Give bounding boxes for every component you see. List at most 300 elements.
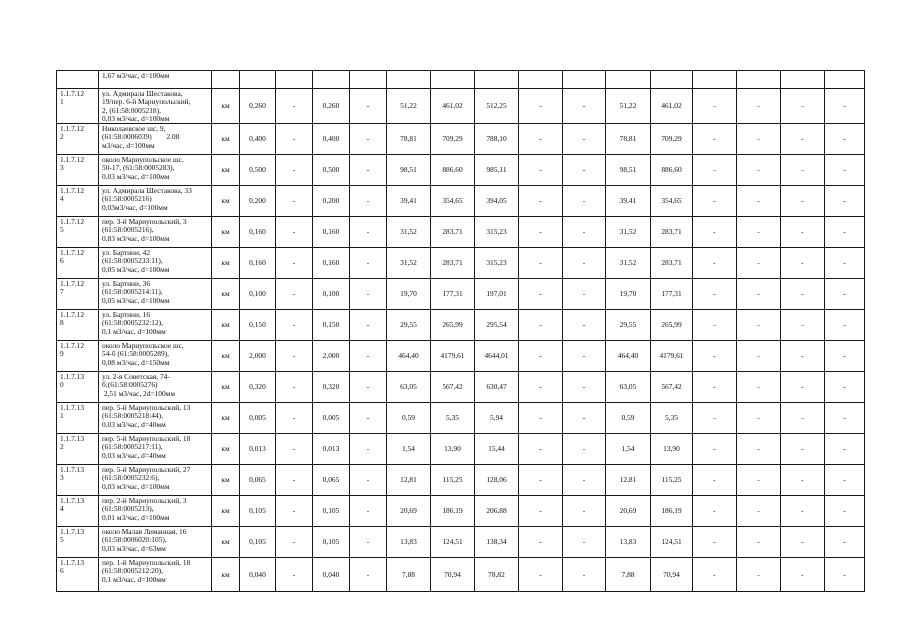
cell-value: 186,19 [651, 496, 693, 527]
cell-value: - [825, 217, 865, 248]
cell-value: - [563, 124, 606, 155]
cell-value: 0,160 [240, 217, 276, 248]
cell-value: - [693, 248, 737, 279]
cell-value: 39,41 [387, 186, 431, 217]
cell-value: - [737, 155, 781, 186]
cell-value: 5,35 [651, 403, 693, 434]
cell-value: - [737, 217, 781, 248]
cell-value: - [737, 341, 781, 372]
cell-value: - [276, 279, 313, 310]
table-row [57, 558, 865, 592]
cell-value: - [825, 248, 865, 279]
cell-description: пер. 3-й Мариупольский, 3 (61:58:0005216), 0,83 м3/час, d=100мм [99, 217, 212, 248]
cell-value: - [781, 434, 825, 465]
cell-value: 177,31 [651, 279, 693, 310]
cell-value: 7,88 [606, 558, 651, 592]
cell-value: 0,200 [240, 186, 276, 217]
cell-index: 1.1.7.12 1 [57, 89, 99, 124]
cell-value: - [519, 372, 563, 403]
cell-value: - [563, 217, 606, 248]
cell-value: - [519, 310, 563, 341]
cell-value: 5,94 [475, 403, 519, 434]
cell-value: 0,040 [240, 558, 276, 592]
cell-value: - [781, 496, 825, 527]
cell-value: - [563, 186, 606, 217]
cell-value: - [693, 89, 737, 124]
cell-value: - [693, 124, 737, 155]
cell-value: 0,005 [313, 403, 350, 434]
cell-value: - [276, 527, 313, 558]
cell-value: 0,105 [313, 527, 350, 558]
cell-index [57, 71, 99, 89]
cell-description: пер. 5-й Мариупольский, 18 (61:58:0005217:11), 0,03 м3/час, d=40мм [99, 434, 212, 465]
cell-value: - [350, 186, 387, 217]
cell-value: - [519, 89, 563, 124]
table-row [57, 279, 865, 310]
table-row [57, 124, 865, 155]
cell-value: - [737, 279, 781, 310]
cell-value: 0,160 [313, 248, 350, 279]
cell-value: - [519, 558, 563, 592]
cell-value: 0,200 [313, 186, 350, 217]
cell-value: 20,69 [606, 496, 651, 527]
cell-value: - [276, 310, 313, 341]
cell-value: 78,81 [387, 124, 431, 155]
cell-value: - [737, 527, 781, 558]
cell-value: 70,94 [651, 558, 693, 592]
cell-value: - [519, 248, 563, 279]
cell-value: 0,105 [240, 496, 276, 527]
cell-value: - [781, 558, 825, 592]
cell-index: 1.1.7.12 6 [57, 248, 99, 279]
cell-unit: км [212, 372, 240, 403]
cell-description: пер. 2-й Мариупольский, 3 (61:58:0005213), 0,01 м3/час, d=100мм [99, 496, 212, 527]
cell-value: - [350, 434, 387, 465]
cell-description: около Малая Лиманная, 16 (61:58:0006020:105), 0,03 м3/час, d=63мм [99, 527, 212, 558]
cell-value: 15,44 [475, 434, 519, 465]
cell-value: - [276, 124, 313, 155]
cell-value: 98,51 [606, 155, 651, 186]
cell-index: 1.1.7.13 5 [57, 527, 99, 558]
cell-value: 461,02 [431, 89, 475, 124]
cell-value: 31,52 [606, 248, 651, 279]
cell-value: 12,81 [606, 465, 651, 496]
table-row [57, 372, 865, 403]
cell-value: - [563, 155, 606, 186]
cell-value: - [350, 372, 387, 403]
cell-value: 630,47 [475, 372, 519, 403]
table-body [57, 71, 865, 592]
cell-value: - [350, 465, 387, 496]
cell-value: - [276, 186, 313, 217]
cell-value: - [825, 341, 865, 372]
cell-value: - [825, 403, 865, 434]
cell-value: 265,99 [651, 310, 693, 341]
cell-value: 0,013 [240, 434, 276, 465]
cell-value: - [825, 527, 865, 558]
cell-description: пер. 5-й Мариупольский, 13 (61:58:0005218:44), 0,03 м3/час, d=40мм [99, 403, 212, 434]
cell-value: 78,82 [475, 558, 519, 592]
cell-description: ул. Бартини, 16 (61:58:0005232:12), 0,1 м3/час, d=100мм [99, 310, 212, 341]
cell-value: 0,150 [313, 310, 350, 341]
cell-value: 0,100 [240, 279, 276, 310]
cell-index: 1.1.7.13 1 [57, 403, 99, 434]
cell-value: - [276, 217, 313, 248]
cell-description: около Мариупольское шс, 50-17, (61:58:0005283), 0,03 м3/час, d=100мм [99, 155, 212, 186]
table-row [57, 465, 865, 496]
cell-value: 985,11 [475, 155, 519, 186]
cell-value: 0,400 [313, 124, 350, 155]
cell-value: 0,59 [606, 403, 651, 434]
cell-value: 354,65 [651, 186, 693, 217]
cell-value: 0,500 [313, 155, 350, 186]
cell-value: - [781, 186, 825, 217]
cell-value: - [781, 279, 825, 310]
cell-unit: км [212, 403, 240, 434]
cell-index: 1.1.7.12 9 [57, 341, 99, 372]
cell-description: пер. 5-й Мариупольский, 27 (61:58:0005232:6), 0,03 м3/час, d=100мм [99, 465, 212, 496]
cell-value: 51,22 [387, 89, 431, 124]
cell-value: 4644,01 [475, 341, 519, 372]
cell-value: 315,23 [475, 248, 519, 279]
cell-value: - [781, 89, 825, 124]
cell-value: - [563, 310, 606, 341]
cell-value: 567,42 [431, 372, 475, 403]
cell-value: - [693, 217, 737, 248]
table-row [57, 496, 865, 527]
cell-description: около Мариупольское шс, 54-б (61:58:0005289), 0,08 м3/час, d=150мм [99, 341, 212, 372]
cell-value: - [350, 341, 387, 372]
cell-value: - [693, 155, 737, 186]
cell-value: 51,22 [606, 89, 651, 124]
cell-value: - [563, 527, 606, 558]
cell-value: 78,81 [606, 124, 651, 155]
cell-value: 0,013 [313, 434, 350, 465]
cell-value: - [276, 496, 313, 527]
cell-value: - [563, 496, 606, 527]
table-row [57, 217, 865, 248]
table-row [57, 155, 865, 186]
cell-value: - [737, 434, 781, 465]
table-row [57, 186, 865, 217]
cell-value: - [350, 279, 387, 310]
cell-value: 886,60 [651, 155, 693, 186]
cell-value: - [737, 89, 781, 124]
cell-value: 567,42 [651, 372, 693, 403]
table-row-continued [57, 71, 865, 89]
cell-value: - [781, 341, 825, 372]
cell-value: - [563, 558, 606, 592]
document-page [56, 70, 864, 592]
cell-value: 98,51 [387, 155, 431, 186]
cell-value: - [693, 403, 737, 434]
cell-value: - [693, 496, 737, 527]
cell-value: - [825, 372, 865, 403]
cell-value: 0,100 [313, 279, 350, 310]
cell-value: 315,23 [475, 217, 519, 248]
cell-unit: км [212, 89, 240, 124]
cell-value: 0,005 [240, 403, 276, 434]
cell-value: 709,29 [651, 124, 693, 155]
cell-value: - [737, 558, 781, 592]
cell-value: - [693, 434, 737, 465]
cell-index: 1.1.7.13 2 [57, 434, 99, 465]
cell-value: - [563, 403, 606, 434]
cell-value: - [519, 403, 563, 434]
cell-value: 2,000 [313, 341, 350, 372]
cell-value: - [350, 124, 387, 155]
cell-value: 283,71 [431, 217, 475, 248]
cell-value: 31,52 [606, 217, 651, 248]
cell-value: 0,040 [313, 558, 350, 592]
cell-value: 0,500 [240, 155, 276, 186]
cell-value: 13,90 [431, 434, 475, 465]
cell-value: 265,99 [431, 310, 475, 341]
cell-unit: км [212, 558, 240, 592]
cell-value: - [781, 124, 825, 155]
cell-value: 354,65 [431, 186, 475, 217]
cell-value: - [737, 186, 781, 217]
cell-value: 0,065 [240, 465, 276, 496]
cell-value: 13,83 [387, 527, 431, 558]
cell-index: 1.1.7.12 2 [57, 124, 99, 155]
cell-value: 115,25 [431, 465, 475, 496]
cell-value: - [276, 341, 313, 372]
cell-description: ул. Бартини, 42 (61:58:0005233:11), 0,05 м3/час, d=100мм [99, 248, 212, 279]
cell-value: 0,105 [313, 496, 350, 527]
cell-value: - [825, 558, 865, 592]
cell-value: - [563, 279, 606, 310]
cell-value: 283,71 [651, 248, 693, 279]
cell-value: 63,05 [606, 372, 651, 403]
cell-value: 186,19 [431, 496, 475, 527]
cell-index: 1.1.7.13 4 [57, 496, 99, 527]
cell-value: 124,51 [431, 527, 475, 558]
cell-value: - [563, 248, 606, 279]
cell-index: 1.1.7.13 6 [57, 558, 99, 592]
table-row [57, 89, 865, 124]
cell-unit: км [212, 124, 240, 155]
cell-value: - [781, 372, 825, 403]
table-row [57, 403, 865, 434]
cell-description: ул. 2-я Советская, 74- б;(61:58:0005276) 2,51 м3/час, 2d=100мм [99, 372, 212, 403]
cell-value: - [350, 155, 387, 186]
cell-value: - [519, 186, 563, 217]
cell-unit: км [212, 434, 240, 465]
cell-value: 0,260 [240, 89, 276, 124]
cell-description: 1,67 м3/час, d=100мм [99, 71, 212, 89]
cell-value: - [350, 496, 387, 527]
cell-value: - [825, 279, 865, 310]
cell-value: - [276, 403, 313, 434]
cell-value: 5,35 [431, 403, 475, 434]
cell-unit: км [212, 217, 240, 248]
cell-value: 1,54 [606, 434, 651, 465]
cell-value: - [563, 341, 606, 372]
cell-value: 295,54 [475, 310, 519, 341]
cell-value: - [693, 310, 737, 341]
cell-value: - [781, 155, 825, 186]
cell-value: - [693, 558, 737, 592]
cell-value: 29,55 [387, 310, 431, 341]
cell-index: 1.1.7.12 8 [57, 310, 99, 341]
cell-value: 177,31 [431, 279, 475, 310]
cell-value: - [563, 434, 606, 465]
cell-value: 464,40 [606, 341, 651, 372]
cell-value: - [781, 527, 825, 558]
cost-table [56, 70, 865, 592]
cell-unit: км [212, 248, 240, 279]
cell-value: 788,10 [475, 124, 519, 155]
table-row [57, 310, 865, 341]
cell-value: - [519, 124, 563, 155]
cell-value: - [276, 372, 313, 403]
cell-value: 124,51 [651, 527, 693, 558]
cell-value: - [781, 465, 825, 496]
cell-value: 461,02 [651, 89, 693, 124]
cell-index: 1.1.7.12 4 [57, 186, 99, 217]
cell-value: - [276, 465, 313, 496]
cell-value: - [693, 527, 737, 558]
cell-unit: км [212, 310, 240, 341]
cell-unit: км [212, 527, 240, 558]
cell-unit: км [212, 186, 240, 217]
cell-description: ул. Адмирала Шестакова, 19/пер. 6-й Мариупольский, 2, (61:58:0005218), 0,03 м3/час, d=100мм [99, 89, 212, 124]
cell-value: - [519, 217, 563, 248]
cell-value: - [350, 527, 387, 558]
cell-value: - [737, 465, 781, 496]
cell-value: - [276, 155, 313, 186]
cell-value: - [737, 310, 781, 341]
cell-value: - [693, 279, 737, 310]
cell-value: - [563, 372, 606, 403]
cell-value: - [350, 558, 387, 592]
cell-value: - [519, 496, 563, 527]
cell-value: - [276, 434, 313, 465]
cell-unit: км [212, 279, 240, 310]
cell-value: - [825, 186, 865, 217]
cell-value: - [781, 310, 825, 341]
cell-description: ул. Адмирала Шестакова, 33 (61:58:0005216) 0,03м3/час, d=100мм [99, 186, 212, 217]
cell-value: 19,70 [387, 279, 431, 310]
cell-unit: км [212, 155, 240, 186]
cell-value: - [825, 496, 865, 527]
cell-value: 283,71 [651, 217, 693, 248]
cell-value: 206,88 [475, 496, 519, 527]
cell-value: - [825, 310, 865, 341]
cell-value: - [276, 248, 313, 279]
cell-value: - [781, 217, 825, 248]
cell-value: - [825, 89, 865, 124]
cell-value: - [737, 403, 781, 434]
cell-index: 1.1.7.13 0 [57, 372, 99, 403]
cell-value: - [519, 341, 563, 372]
cell-value: - [563, 465, 606, 496]
cell-value: 12,81 [387, 465, 431, 496]
cell-value: 4179,61 [651, 341, 693, 372]
cell-description: Николаевское шс, 9, (61:58:0006039) 2.08 м3/час, d=100мм [99, 124, 212, 155]
cell-value: 0,320 [240, 372, 276, 403]
cell-value: - [350, 310, 387, 341]
cell-unit: км [212, 496, 240, 527]
cell-value: 13,90 [651, 434, 693, 465]
cell-value: 0,260 [313, 89, 350, 124]
cell-description: пер. 1-й Мариупольский, 18 (61:58:0005212:20), 0,1 м3/час, d=100мм [99, 558, 212, 592]
cell-value: - [350, 89, 387, 124]
cell-value: 39,41 [606, 186, 651, 217]
cell-value: - [781, 403, 825, 434]
cell-value: - [519, 434, 563, 465]
cell-value: 886,60 [431, 155, 475, 186]
cell-value: - [350, 403, 387, 434]
cell-value: - [825, 434, 865, 465]
cell-value: 70,94 [431, 558, 475, 592]
cell-value: 63,05 [387, 372, 431, 403]
cell-value: 7,88 [387, 558, 431, 592]
cell-value: - [737, 248, 781, 279]
cell-value: - [825, 465, 865, 496]
cell-value: - [737, 124, 781, 155]
cell-value: - [825, 124, 865, 155]
cell-value: 0,160 [240, 248, 276, 279]
cell-value: 19,70 [606, 279, 651, 310]
cell-unit: км [212, 341, 240, 372]
cell-value: 13,83 [606, 527, 651, 558]
cell-description: ул. Бартини, 36 (61:58:0005214:11), 0,05 м3/час, d=100мм [99, 279, 212, 310]
cell-value: 138,34 [475, 527, 519, 558]
cell-value: 2,000 [240, 341, 276, 372]
cell-value: 0,065 [313, 465, 350, 496]
cell-index: 1.1.7.12 3 [57, 155, 99, 186]
cell-value: 709,29 [431, 124, 475, 155]
cell-value: - [693, 372, 737, 403]
cell-value: 0,320 [313, 372, 350, 403]
cell-value: 197,01 [475, 279, 519, 310]
cell-value: 29,55 [606, 310, 651, 341]
cell-value: - [519, 155, 563, 186]
cell-value: - [825, 155, 865, 186]
table-row [57, 341, 865, 372]
cell-value: - [693, 341, 737, 372]
cell-value: - [693, 186, 737, 217]
cell-value: - [276, 558, 313, 592]
cell-value: 1,54 [387, 434, 431, 465]
cell-value: - [350, 217, 387, 248]
cell-index: 1.1.7.12 5 [57, 217, 99, 248]
cell-value: 4179,61 [431, 341, 475, 372]
cell-value: 0,59 [387, 403, 431, 434]
cell-value: - [693, 465, 737, 496]
cell-value: - [781, 248, 825, 279]
cell-value: 0,150 [240, 310, 276, 341]
cell-value: 512,25 [475, 89, 519, 124]
cell-value: - [276, 89, 313, 124]
cell-value: - [563, 89, 606, 124]
cell-value: 283,71 [431, 248, 475, 279]
cell-value: 115,25 [651, 465, 693, 496]
cell-value: 0,400 [240, 124, 276, 155]
cell-value: - [737, 496, 781, 527]
cell-value: 31,52 [387, 248, 431, 279]
cell-unit: км [212, 465, 240, 496]
table-row [57, 434, 865, 465]
cell-value: - [519, 465, 563, 496]
cell-value: - [350, 248, 387, 279]
cell-value: 464,40 [387, 341, 431, 372]
table-row [57, 248, 865, 279]
cell-value: 128,06 [475, 465, 519, 496]
cell-value: 394,05 [475, 186, 519, 217]
